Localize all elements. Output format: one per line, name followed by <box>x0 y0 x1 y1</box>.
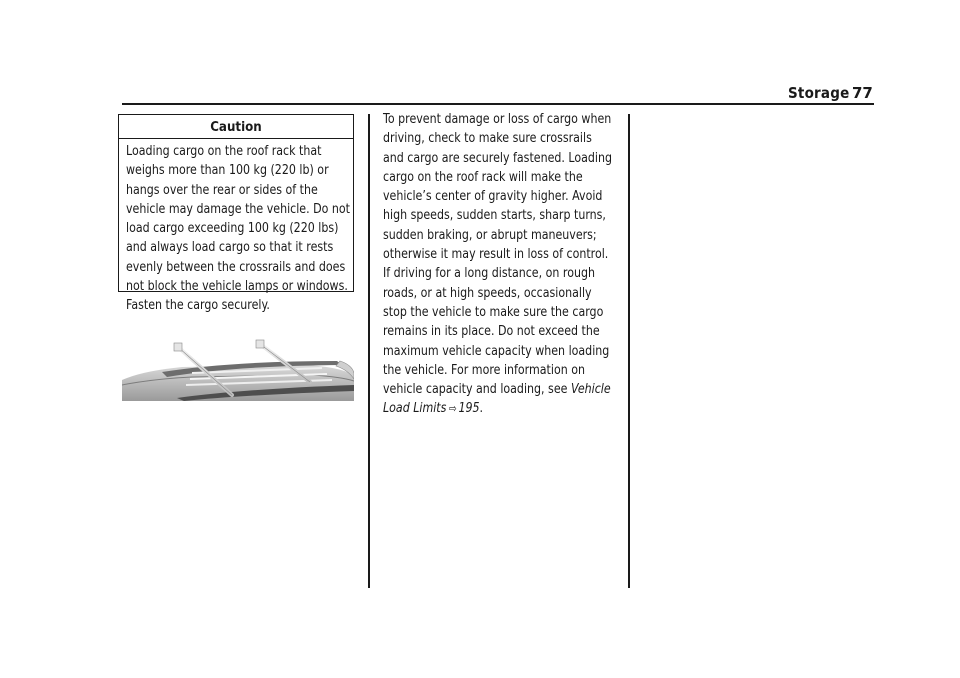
page-reference-arrow-icon: ⇨ <box>448 402 457 416</box>
roof-rack-icon <box>122 335 354 401</box>
page-number: 77 <box>852 84 873 102</box>
caution-title: Caution <box>210 119 262 135</box>
vehicle-load-limits-link[interactable]: Vehicle Load Limits <box>383 382 611 417</box>
body-paragraph <box>383 110 616 419</box>
column-divider-left <box>368 114 370 588</box>
page-reference-number[interactable]: 195 <box>458 401 480 417</box>
header-rule <box>122 103 874 105</box>
caution-divider <box>119 138 353 139</box>
caution-text: Loading cargo on the roof rack that weighs more than 100 kg (220 lb) or hangs over the rear or sides of the vehicle may damage the vehicle. Do not load cargo exceeding 100 kg (220 lbs) and always load cargo so that it rests evenly between the crossrails and does not block the vehicle lamps or windows. Fasten the cargo securely. <box>126 144 351 314</box>
roof-rack-figure <box>122 335 354 401</box>
caution-box <box>118 114 354 314</box>
column-divider-right <box>628 114 630 588</box>
body-text: To prevent damage or loss of cargo when driving, check to make sure crossrails and cargo are securely fastened. Loading cargo on the roof rack will make the vehicle’s center of gravity higher. Avoid high speeds, sudden starts, sharp turns, sudden braking, or abrupt maneuvers; otherwise it may result in loss of control. If driving for a long distance, on rough roads, or at high speeds, occasionally stop the vehicle to make sure the cargo remains in its place. Do not exceed the maximum vehicle capacity when loading the vehicle. For more information on vehicle capacity and loading, see <box>383 112 613 398</box>
section-title: Storage <box>788 84 850 102</box>
end-period: . <box>479 401 484 417</box>
